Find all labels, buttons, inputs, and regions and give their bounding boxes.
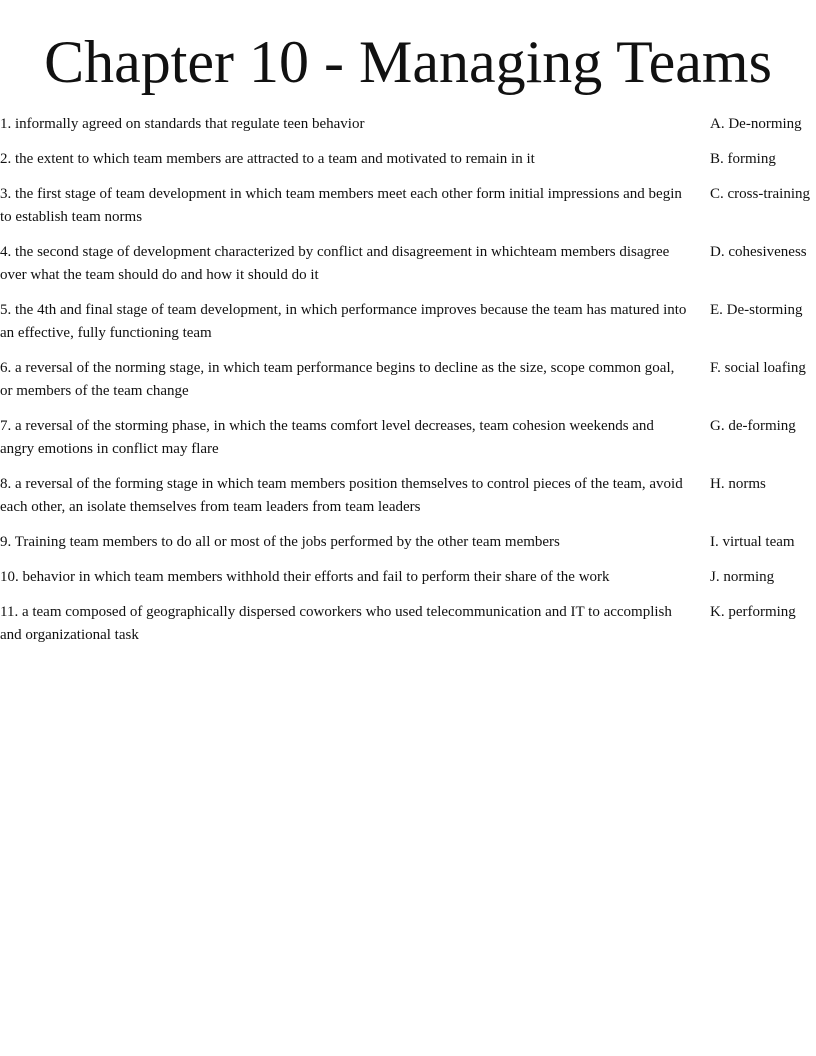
matching-list (0, 113, 816, 659)
question-5: 5. the 4th and final stage of team development, in which performance improves because the team has matured into an effective, fully functioning team (0, 302, 687, 341)
matching-row-6 (0, 357, 816, 403)
answer-a: A. De-norming (710, 116, 802, 132)
matching-row-10 (0, 566, 816, 589)
question-7: 7. a reversal of the storming phase, in which the teams comfort level decreases, team cohesion weekends and angry emotions in conflict may flare (0, 418, 654, 457)
answer-k: K. performing (710, 604, 796, 620)
page-title: Chapter 10 - Managing Teams (44, 29, 772, 95)
answer-g: G. de-forming (710, 418, 796, 434)
matching-row-2 (0, 148, 816, 171)
matching-row-4 (0, 241, 816, 287)
matching-row-5 (0, 299, 816, 345)
answer-f: F. social loafing (710, 360, 806, 376)
answer-j: J. norming (710, 569, 775, 585)
question-6: 6. a reversal of the norming stage, in which team performance begins to decline as the size, scope common goal, or members of the team change (0, 360, 675, 399)
answer-b: B. forming (710, 151, 776, 167)
question-8: 8. a reversal of the forming stage in which team members position themselves to control pieces of the team, avoid each other, an isolate themselves from team leaders from team leaders (0, 476, 683, 515)
question-1: 1. informally agreed on standards that regulate teen behavior (0, 116, 365, 132)
answer-i: I. virtual team (710, 534, 795, 550)
answer-h: H. norms (710, 476, 766, 492)
question-9: 9. Training team members to do all or most of the jobs performed by the other team members (0, 534, 560, 550)
answer-c: C. cross-training (710, 186, 810, 202)
question-2: 2. the extent to which team members are attracted to a team and motivated to remain in it (0, 151, 535, 167)
matching-row-7 (0, 415, 816, 461)
matching-row-9 (0, 531, 816, 554)
matching-row-11 (0, 601, 816, 647)
matching-row-1 (0, 113, 816, 136)
question-3: 3. the first stage of team development in which team members meet each other form initial impressions and begin to establish team norms (0, 186, 682, 225)
question-11: 11. a team composed of geographically dispersed coworkers who used telecommunication and IT to accomplish and organizational task (0, 604, 672, 643)
question-10: 10. behavior in which team members withhold their efforts and fail to perform their share of the work (0, 569, 610, 585)
answer-d: D. cohesiveness (710, 244, 807, 260)
question-4: 4. the second stage of development characterized by conflict and disagreement in whichteam members disagree over what the team should do and how it should do it (0, 244, 670, 283)
matching-row-8 (0, 473, 816, 519)
answer-e: E. De-storming (710, 302, 803, 318)
matching-row-3 (0, 183, 816, 229)
